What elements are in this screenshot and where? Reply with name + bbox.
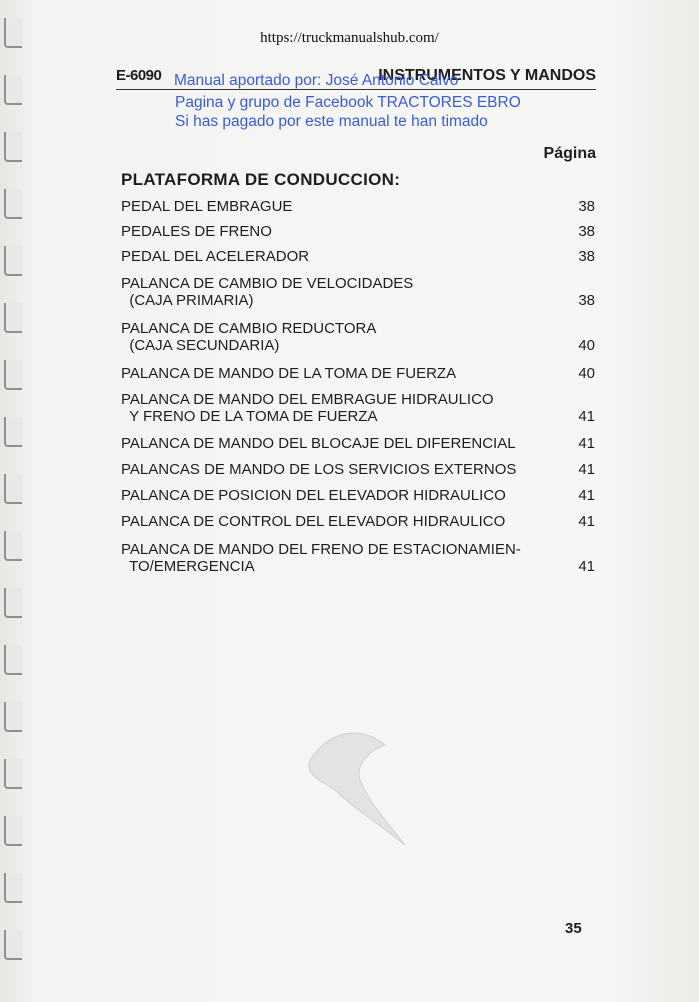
toc-entry: [121, 435, 595, 452]
toc-entry-label: PALANCA DE MANDO DE LA TOMA DE FUERZA: [121, 365, 457, 382]
section-heading: INSTRUMENTOS Y MANDOS: [378, 67, 596, 84]
binding-hole: [4, 930, 22, 960]
toc-entry-page: 41: [578, 408, 595, 425]
page-number: 35: [565, 920, 582, 937]
warning-note: Si has pagado por este manual te han timado: [175, 113, 488, 130]
toc-entry: [121, 198, 595, 215]
toc-entry: [121, 391, 595, 425]
toc-entry-page: 41: [578, 558, 595, 575]
toc-entry: [121, 487, 595, 504]
paper-smudge: [300, 720, 410, 850]
toc-entry-label: PEDAL DEL EMBRAGUE: [121, 198, 293, 215]
facebook-group-note: Pagina y grupo de Facebook TRACTORES EBRO: [175, 94, 521, 111]
toc-entry-label: PALANCA DE POSICION DEL ELEVADOR HIDRAULICO: [121, 487, 506, 504]
toc-entry-page: 41: [578, 435, 595, 452]
toc-entry: [121, 248, 595, 265]
toc-entry-page: 41: [578, 487, 595, 504]
section-title: PLATAFORMA DE CONDUCCION:: [121, 170, 401, 189]
toc-entry-label: PALANCA DE CAMBIO DE VELOCIDADES (CAJA PRIMARIA): [121, 275, 414, 309]
binding-hole: [4, 531, 22, 561]
binding-hole: [4, 873, 22, 903]
toc-entry-label: PALANCA DE CAMBIO REDUCTORA (CAJA SECUNDARIA): [121, 320, 377, 354]
toc-entry: [121, 365, 595, 382]
toc-entry-label: PEDALES DE FRENO: [121, 223, 272, 240]
contributor-note: Manual aportado por: José Antonio Calvo: [174, 72, 459, 89]
toc-entry-label: PEDAL DEL ACELERADOR: [121, 248, 310, 265]
toc-entry: [121, 461, 595, 478]
toc-entry-page: 38: [578, 198, 595, 215]
toc-entry-label: PALANCA DE MANDO DEL FRENO DE ESTACIONAMIEN- TO/EMERGENCIA: [121, 541, 521, 575]
toc-entry-page: 40: [578, 337, 595, 354]
toc-entry-page: 40: [578, 365, 595, 382]
toc-entry-label: PALANCA DE MANDO DEL BLOCAJE DEL DIFERENCIAL: [121, 435, 516, 452]
toc-entry: [121, 513, 595, 530]
toc-entry: [121, 275, 595, 309]
toc-entry-page: 41: [578, 461, 595, 478]
binding-hole: [4, 75, 22, 105]
binding-hole: [4, 588, 22, 618]
binding-hole: [4, 759, 22, 789]
binding-hole: [4, 360, 22, 390]
document-code: E-6090: [116, 67, 162, 84]
binding-hole: [4, 702, 22, 732]
toc-entry: [121, 541, 595, 575]
toc-entry: [121, 223, 595, 240]
binding-hole: [4, 189, 22, 219]
source-url[interactable]: https://truckmanualshub.com/: [260, 30, 439, 46]
toc-entry: [121, 320, 595, 354]
toc-entry-page: 41: [578, 513, 595, 530]
toc-entry-label: PALANCA DE CONTROL DEL ELEVADOR HIDRAULICO: [121, 513, 506, 530]
toc-entry-page: 38: [578, 292, 595, 309]
toc-entry-label: PALANCA DE MANDO DEL EMBRAGUE HIDRAULICO Y FRENO DE LA TOMA DE FUERZA: [121, 391, 494, 425]
toc-entry-label: PALANCAS DE MANDO DE LOS SERVICIOS EXTERNOS: [121, 461, 517, 478]
binding-hole: [4, 303, 22, 333]
toc-entry-page: 38: [578, 223, 595, 240]
binding-hole: [4, 474, 22, 504]
binding-hole: [4, 132, 22, 162]
binding-hole: [4, 645, 22, 675]
binding-hole: [4, 246, 22, 276]
binding-hole: [4, 417, 22, 447]
toc-entry-page: 38: [578, 248, 595, 265]
page-column-header: Página: [543, 145, 596, 162]
binding-hole: [4, 816, 22, 846]
